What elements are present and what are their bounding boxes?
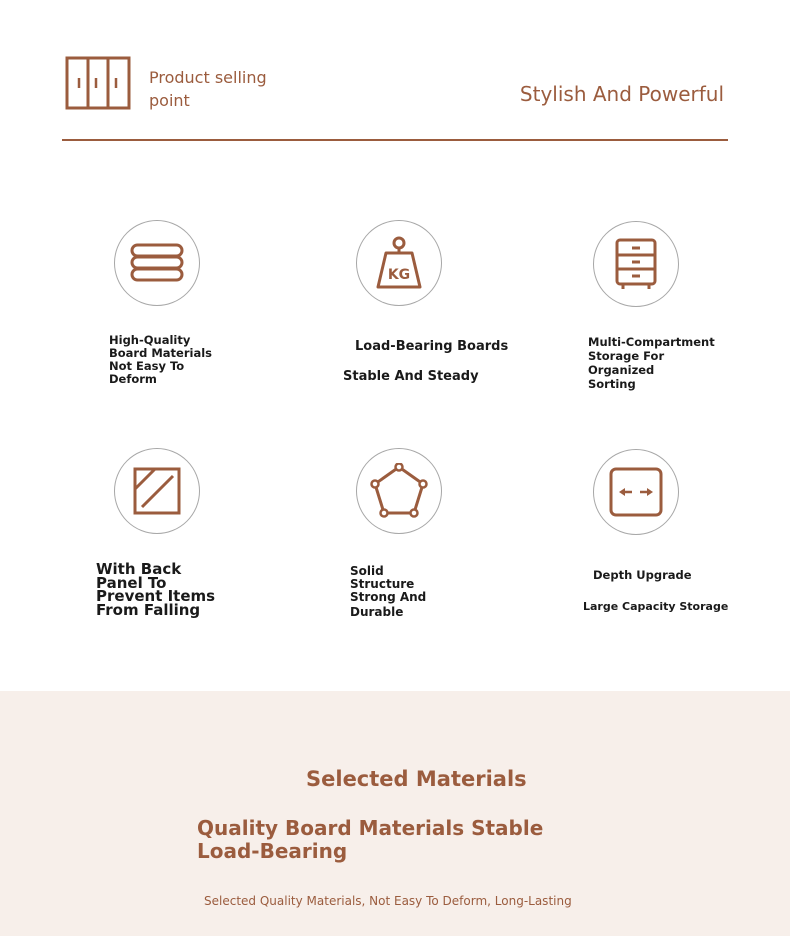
feature-text [583,569,728,613]
feature-text [343,339,508,384]
feature-line: Panel To [96,573,167,592]
feature-line: Large Capacity Storage [583,600,729,613]
depth-arrows-icon [593,449,679,535]
materials-subtitle-line: Load-Bearing [197,839,348,863]
feature-line: Stable And Steady [343,369,479,384]
feature-line: Storage For [588,349,665,363]
section-label-line: Product selling [149,68,267,87]
header-divider [62,139,728,141]
feature-line: Strong And [350,590,427,604]
feature-line: Deform [109,372,157,386]
feature-line: High-Quality [109,333,191,347]
wardrobe-icon [65,56,131,110]
feature-line: Sorting [588,377,636,391]
feature-text [109,334,212,386]
materials-subtitle-line: Quality Board Materials Stable [197,816,544,840]
feature-line: Load-Bearing Boards [355,339,509,354]
materials-title: Selected Materials [306,767,527,791]
feature-line: Board Materials [109,346,212,360]
feature-line: From Falling [96,600,201,619]
slogan: Stylish And Powerful [519,82,724,106]
pentagon-structure-icon [356,448,442,534]
feature-line: Not Easy To [109,359,185,373]
feature-line: Prevent Items [96,587,216,605]
feature-line: Solid [350,564,384,578]
feature-line: Durable [350,605,404,619]
feature-text [96,560,216,619]
back-panel-icon [114,448,200,534]
feature-line: With Back [96,560,182,578]
section-label-line: point [149,91,190,110]
feature-line: Multi-Compartment [588,335,715,349]
feature-line: Organized [588,363,655,377]
feature-line: Depth Upgrade [593,568,692,582]
svg-text:KG: KG [387,267,411,283]
materials-subtitle [197,817,543,863]
kg-weight-icon [356,220,442,306]
feature-text [588,335,715,391]
feature-line: Structure [350,577,415,591]
materials-section [0,691,790,936]
drawer-cabinet-icon [593,221,679,307]
section-label [149,66,309,112]
feature-text [350,565,426,619]
stacked-boards-icon [114,220,200,306]
materials-description: Selected Quality Materials, Not Easy To Deform, Long-Lasting [204,894,572,908]
